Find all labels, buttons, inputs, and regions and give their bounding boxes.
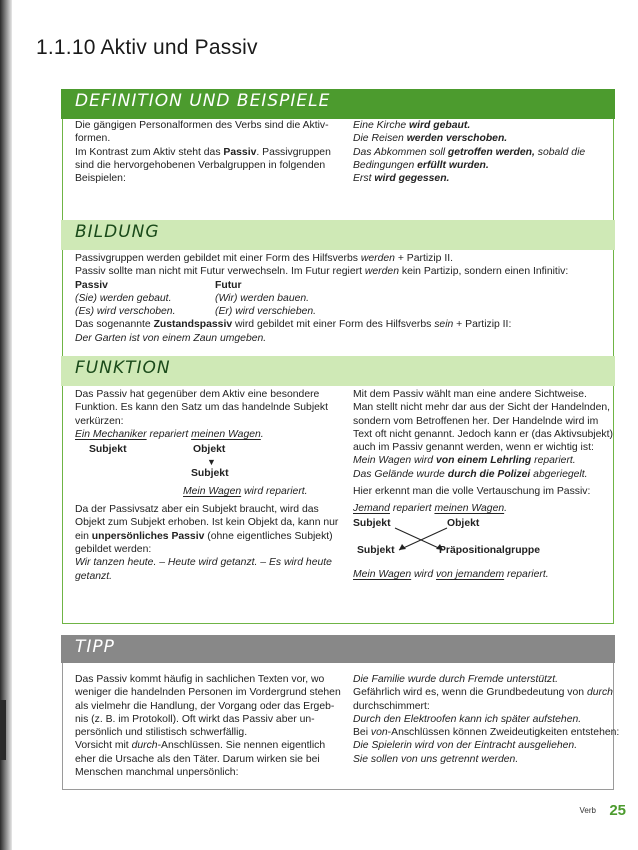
transform-diagram-left: Subjekt Objekt ▼ Subjekt Mein Wagen wird repariert. [89, 444, 308, 498]
tipp-left: Das Passiv kommt häufig in sachlichen Texten vor, wo weniger die handelnden Personen im Vordergrund stehen als vielmehr die Handlung, der Vorgang oder das Ergeb- nis (z. B. im Protokoll). Oft wirkt das Passiv aber un- persönlich und stilistisch schwerfällig. Vorsicht mit durch-Anschlüssen. Sie nennen eigentlich eher die Ursache als den Täter. Darum wirken sie bei Menschen manchmal unpersönlich: [75, 674, 341, 779]
tipp-heading-band [61, 635, 615, 663]
page-number: 25 [609, 802, 626, 819]
tipp-box [62, 637, 620, 790]
passive-example: Mein Wagen wird repariert. [183, 486, 308, 498]
tipp-heading: TIPP [75, 637, 115, 657]
tipp-right: Die Familie wurde durch Fremde unterstützt. Gefährlich wird es, wenn die Grundbedeutung von durch durchschimmert: Durch den Elektroofen kann ich später aufstehen. Bei von-Anschlüssen können Zweideutigkeiten entstehen: Die Spielerin wird von der Eintracht ausgeliehen. Sie sollen von uns getrennt werden. [353, 674, 620, 765]
definition-heading: DEFINITION UND BEISPIELE [75, 91, 331, 111]
definition-examples: Eine Kirche wird gebaut. Die Reisen werden verschoben. Das Abkommen soll getroffen werden, sobald die Bedingungen erfüllt wurden. Erst wird gegessen. [353, 120, 586, 185]
bildung-heading-band [61, 220, 615, 250]
funktion-box [62, 358, 614, 624]
col-passiv-header: Passiv [75, 279, 108, 291]
definition-left-text: Die gängigen Personalformen des Verbs sind die Aktiv- formen. Im Kontrast zum Aktiv steht das Passiv. Passivgruppen sind die hervorgehobenen Verbalgruppen in folgenden Beispielen: [75, 120, 331, 185]
footer-section-label: Verb [579, 806, 596, 815]
bildung-heading: BILDUNG [75, 222, 160, 242]
arrow-down-icon: ▼ [207, 457, 216, 468]
active-example: Ein Mechaniker repariert meinen Wagen. [75, 428, 264, 440]
funktion-left: Das Passiv hat gegenüber dem Aktiv eine besondere Funktion. Es kann den Satz um das handelnde Subjekt verkürzen: Ein Mechaniker repariert meinen Wagen. Subjekt Objekt ▼ Subjekt Mein Wagen wird repariert. Da der Passivsatz aber ein Subjekt braucht, wird das Objekt zum Subjekt erhoben. Ist kein Objekt da, kann nur ein unpersönliches Passiv (ohne eigentliches Subjekt) gebildet werden: Wir tanzen heute. – Heute wird getanzt. – Es wird heute getanzt. [75, 389, 339, 582]
active-example-2: Jemand repariert meinen Wagen. [353, 503, 508, 515]
definition-heading-band [61, 89, 615, 119]
funktion-heading: FUNKTION [75, 358, 171, 378]
bildung-box [62, 222, 614, 358]
transform-diagram-right: Subjekt Objekt Subjekt Präpositionalgruppe [353, 517, 541, 556]
col-futur-header: Futur [215, 279, 242, 291]
passive-example-2: Mein Wagen wird von jemandem repariert. [353, 568, 549, 580]
bildung-row: (Sie) werden gebaut. (Wir) werden bauen. [75, 292, 310, 304]
definition-box [62, 91, 614, 222]
binding-mark [0, 700, 6, 760]
bildung-text: Passivgruppen werden gebildet mit einer Form des Hilfsverbs werden + Partizip II. Passiv sollte man nicht mit Futur verwechseln. Im Futur regiert werden kein Partizip, sondern einen Infinitiv: Passiv Futur (Sie) werden gebaut. (Wir) werden bauen. (Es) wird verschoben. (Er) wird verschieben. Das sogenannte Zustandspassiv wird gebildet mit einer Form des Hilfsverbs sein + Partizip II: Der Garten ist von einem Zaun umgeben. [75, 252, 601, 345]
page-title: 1.1.10 Aktiv und Passiv [36, 36, 258, 59]
bildung-row: (Es) wird verschoben. (Er) wird verschieben. [75, 306, 317, 318]
funktion-heading-band [61, 356, 615, 386]
funktion-right: Mit dem Passiv wählt man eine andere Sichtweise. Man stellt nicht mehr dar aus der Sicht der Handelnden, sondern vom Betroffenen her. Der Handelnde wird im Text oft nicht genannt. Jedoch kann er (das Aktivsubjekt) auch im Passiv genannt werden, wenn er wichtig ist: Mein Wagen wird von einem Lehrling repariert. Das Gelände wurde durch die Polizei abgeriegelt. Hier erkennt man die volle Vertauschung im Passiv: Jemand repariert meinen Wagen. Subjekt Objekt Subjekt Präpositionalgruppe Mein Wagen wird von jemandem repariert. [353, 389, 613, 580]
